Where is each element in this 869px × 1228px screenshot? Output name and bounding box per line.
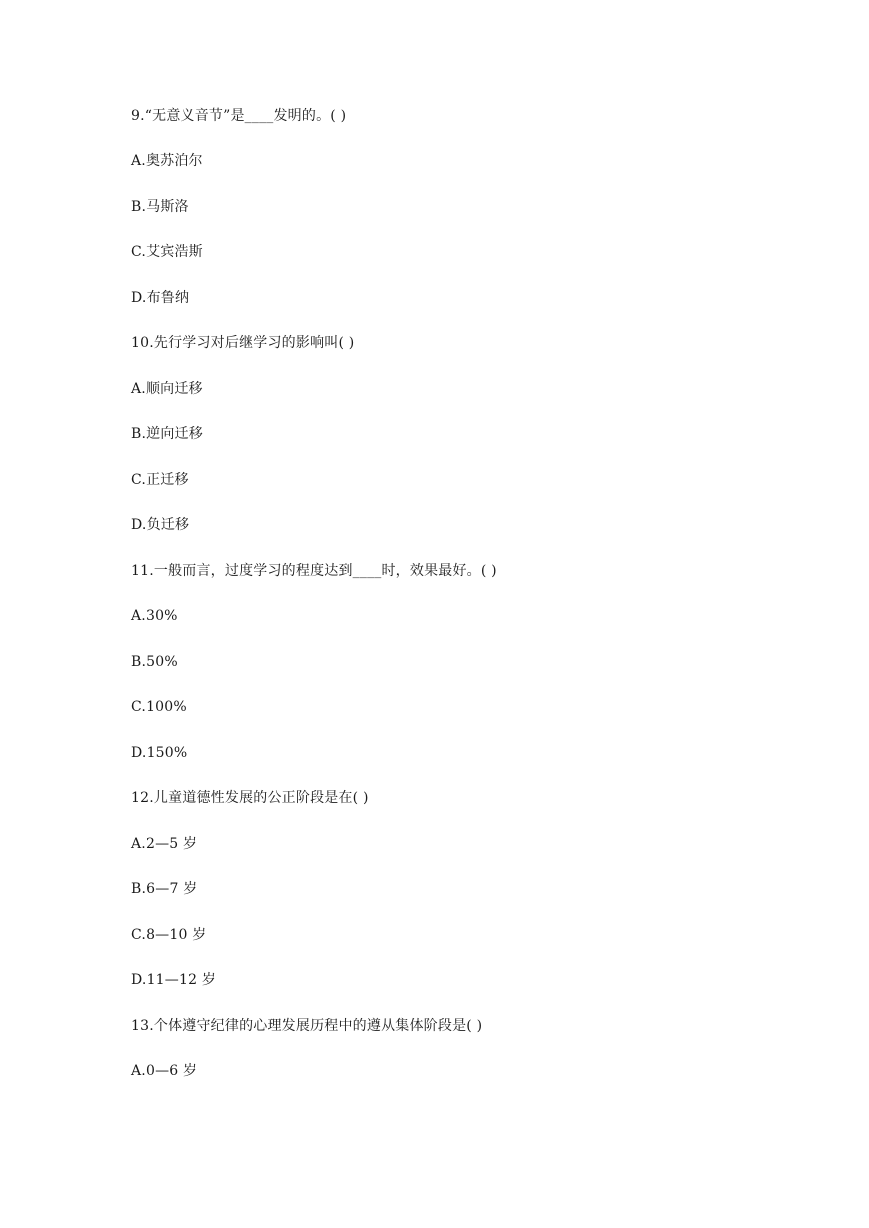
question-11-option-b: B.50% [131, 654, 178, 670]
question-12-option-d: D.11—12 岁 [131, 972, 217, 988]
question-9-option-c: C.艾宾浩斯 [131, 244, 203, 260]
question-12-stem: 12.儿童道德性发展的公正阶段是在( ) [131, 790, 369, 806]
question-10-stem: 10.先行学习对后继学习的影响叫( ) [131, 335, 355, 351]
question-13-option-a: A.0—6 岁 [131, 1063, 198, 1079]
question-12-option-a: A.2—5 岁 [131, 836, 198, 852]
question-9-option-a: A.奥苏泊尔 [131, 153, 203, 169]
question-10-option-b: B.逆向迁移 [131, 426, 203, 442]
question-11-option-c: C.100% [131, 699, 187, 715]
question-10-option-a: A.顺向迁移 [131, 381, 203, 397]
question-12-option-b: B.6—7 岁 [131, 881, 198, 897]
question-11-option-a: A.30% [131, 608, 178, 624]
question-11-option-d: D.150% [131, 745, 188, 761]
question-11-stem: 11.一般而言，过度学习的程度达到____时，效果最好。( ) [131, 563, 497, 579]
question-13-stem: 13.个体遵守纪律的心理发展历程中的遵从集体阶段是( ) [131, 1018, 483, 1034]
question-9-option-b: B.马斯洛 [131, 199, 189, 215]
question-10-option-d: D.负迁移 [131, 517, 190, 533]
question-10-option-c: C.正迁移 [131, 472, 189, 488]
question-9-option-d: D.布鲁纳 [131, 290, 190, 306]
question-9-stem: 9.“无意义音节”是____发明的。( ) [131, 108, 347, 124]
question-12-option-c: C.8—10 岁 [131, 927, 207, 943]
